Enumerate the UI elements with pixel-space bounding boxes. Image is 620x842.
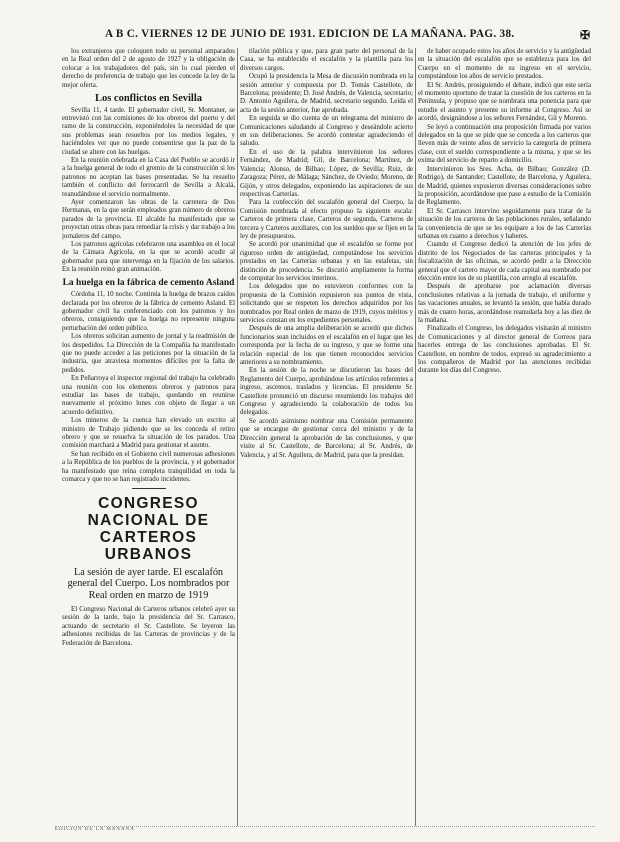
article-paragraph: Córdoba 11, 10 noche. Continúa la huelga de brazos caídos declarada por los obreros de la fábrica de cemento Asland. El gobernador civil ha conferenciado con los patronos y los obreros, consiguiendo que la huelga no represente ninguna perturbación del orden público. (62, 291, 235, 332)
article-paragraph: Para la confección del escalafón general del Cuerpo, la Comisión nombrada al efecto propuso la siguiente escala: Carteros de primera clase, Carteros de segunda, Carteros de tercera y Carteros auxiliares, con los sueldos que se fijen en la ley de presupuestos. (240, 199, 413, 240)
article-paragraph: de haber ocupado estos los años de servicio y la antigüedad en la situación del escalafón que se establezca para los del Cuerpo en el momento de su ingreso en el servicio, computándose los años de servicio prestados. (418, 48, 591, 81)
article-paragraph: Se acordó asimismo nombrar una Comisión permanente que se encargue de gestionar cerca del ministro y de la Dirección general la aprobación de las conclusiones, y que visite al Sr. Castellote, de Barcelona; al Sr. Andrés, de Valencia, y al Sr. Aguilera, de Madrid, para que la presidan. (240, 417, 413, 459)
article-paragraph: En el uso de la palabra intervinieron los señores Fernández, de Madrid; Gil, de Barcelona; Martínez, de Valencia; Alonso, de Bilbao; López, de Sevilla; Ruiz, de Zaragoza; Pérez, de Málaga; Sánchez, de Oviedo; Moreno, de Gijón, y otros delegados, exponiendo las aspiraciones de sus respectivas Carterías. (240, 148, 413, 198)
column-right (418, 48, 591, 826)
article-paragraph: Los obreros solicitan aumento de jornal y la readmisión de los despedidos. La Dirección de la Compañía ha manifestado que no puede acceder a las peticiones por la situación de la industria, que atraviesa momentos difíciles por la falta de pedidos. (62, 333, 235, 374)
header-cross-mark: ✠ (580, 28, 591, 42)
article-paragraph: En la reunión celebrada en la Casa del Pueblo se acordó ir a la huelga general de todo el gremio de la construcción si los patronos no aceptan las bases presentadas. Se ha resuelto también el conflicto del ferrocarril de Sevilla a Alcalá, reanudándose el servicio normalmente. (62, 156, 235, 198)
article-paragraph: los extranjeros que coloquen todo su personal amparados en la Real orden del 2 de agosto de 1927 y la obligación de colocar a los trabajadores del país, sin lo cual pierden el derecho de preferencia de trabajo que les concede la ley de la mejor oferta. (62, 48, 235, 89)
page-header: A B C. VIERNES 12 DE JUNIO DE 1931. EDICION DE LA MAÑANA. PAG. 38. (105, 28, 515, 40)
column-left (62, 48, 235, 826)
article-paragraph: En Peñarroya el inspector regional del trabajo ha celebrado una reunión con los elementos obreros y patronos para estudiar las bases de trabajo, quedando en reunirse nuevamente el próximo lunes con objeto de llegar a un acuerdo definitivo. (62, 375, 235, 416)
article-paragraph: Ayer comenzaron las obras de la carretera de Dos Hermanas, en la que serán empleados gran número de obreros parados de la provincia. El alcalde ha manifestado que se proyectan otras obras para remediar la crisis y dar trabajo a los jornaleros del campo. (62, 199, 235, 240)
article-paragraph: El Congreso Nacional de Carteros urbanos celebró ayer su sesión de la tarde, bajo la presidencia del Sr. Carrasco, actuando de secretario el Sr. Castellote. Se leyeron las adhesiones recibidas de las Carteras de provincias y de la Federación de Barcelona. (62, 605, 235, 647)
column-rule (237, 48, 238, 826)
article-paragraph: Finalizado el Congreso, los delegados visitarán al ministro de Comunicaciones y al director general de Correos para hacerles entrega de las conclusiones aprobadas. El Sr. Castellote, en nombre de todos, expresó su agradecimiento a los compañeros de Madrid por las atenciones recibidas durante los días del Congreso. (418, 325, 591, 375)
article-title: CONGRESO NACIONAL DE CARTEROS URBANOS (87, 494, 210, 563)
column-rule (415, 48, 416, 826)
section-heading: Los conflictos en Sevilla (94, 93, 203, 105)
article-paragraph: En la sesión de la noche se discutieron las bases del Reglamento del Cuerpo, aprobándose los artículos referentes a ingreso, ascensos, traslados y licencias. El presidente Sr. Castellote pronunció un discurso resumiendo los trabajos del Congreso y agradeciendo la colaboración de todos los delegados. (240, 367, 413, 417)
article-paragraph: Ocupó la presidencia la Mesa de discusión nombrada en la sesión anterior y compuesta por D. Tomás Castellote, de Barcelona; presidente; D. José Andrés, de Valencia, secretario; D. Antonio Aguilera, de Madrid, secretario segundo. Leída el acta de la sesión anterior, fue aprobada. (240, 73, 413, 114)
article-paragraph: Los mineros de la cuenca han elevado un escrito al ministro de Trabajo pidiendo que se les conceda el retiro obrero y que se resuelva la situación de los parados. Una comisión marchará a Madrid para gestionar el asunto. (62, 417, 235, 450)
article-paragraph: El Sr. Andrés, prosiguiendo el debate, indicó que este sería el momento oportuno de tratar la cuestión de los carteros en la Península, y propuso que se nombrara una ponencia para que estudie el asunto y presente su informe al Congreso. Así se acordó, designándose a los señores Fernández, Gil y Moreno. (418, 81, 591, 123)
article-paragraph: Se han recibido en el Gobierno civil numerosas adhesiones a la República de los pueblos de la provincia, y el gobernador ha manifestado que reina completa tranquilidad en toda la comarca y que no se han registrado incidentes. (62, 450, 235, 484)
article-paragraph: tilación pública y que, para gran parte del personal de la Casa, se ha establecido el escalafón y la plantilla para los diversos cargos. (240, 48, 413, 72)
article-paragraph: Se acordó por unanimidad que el escalafón se forme por riguroso orden de antigüedad, computándose los servicios prestados en las Carterías urbanas y en las estafetas, sin distinción de procedencia. Se discutió ampliamente la forma de computar los servicios interinos. (240, 241, 413, 282)
article-paragraph: Cuando el Congreso dedicó la atención de los jefes de distrito de los Negociados de las carteras principales y la fiscalización de las oficinas, se acordó pedir a la Dirección general que el cartero mayor de cada capital sea nombrado por elección entre los de su plantilla, con arreglo al escalafón. (418, 241, 591, 282)
article-paragraph: Intervinieron los Sres. Acha, de Bilbao; González (D. Rodrigo), de Santander; Castellote, de Barcelona, y Aguilera, de Madrid, quienes expusieron diversas consideraciones sobre la proposición, acordándose que pase a estudio de la Comisión de Reglamento. (418, 165, 591, 207)
section-heading: La huelga en la fábrica de cemento Asland (62, 277, 235, 288)
article-deck: La sesión de ayer tarde. El escalafón general del Cuerpo. Los nombrados por Real orden en marzo de 1919 (67, 566, 230, 602)
article-paragraph: Los delegados que no estuvieron conformes con la propuesta de la Comisión expusieron sus puntos de vista, solicitando que se respeten los derechos adquiridos por los nombrados por Real orden de marzo de 1919, cuyos méritos y servicios constan en los expedientes personales. (240, 283, 413, 324)
article-paragraph: En seguida se dio cuenta de un telegrama del ministro de Comunicaciones saludando al Congreso y deseándole acierto en sus deliberaciones. Se acordó contestar agradeciendo el saludo. (240, 115, 413, 148)
column-middle (240, 48, 413, 826)
article-paragraph: Sevilla 11, 4 tarde. El gobernador civil, Sr. Montaner, se entrevistó con las comisiones de los obreros del puerto y del ramo de la construcción, exponiéndoles la necesidad de que sus problemas sean resueltos por los medios legales, y haciéndoles ver que no puede consentirse que la paz de la ciudad se altere con las huelgas. (62, 106, 235, 156)
article-paragraph: El Sr. Carrasco intervino seguidamente para tratar de la situación de los carteros de las poblaciones rurales, señalando la conveniencia de que se les equipare a los de las Carterías urbanas en cuanto a derechos y haberes. (418, 207, 591, 240)
article-paragraph: Después de aprobarse por aclamación diversas conclusiones relativas a la jornada de trabajo, el uniforme y las vacaciones anuales, se levantó la sesión, que había durado más de cuatro horas, acordándose reanudarla hoy a las diez de la mañana. (418, 283, 591, 324)
article-paragraph: Después de una amplia deliberación se acordó que dichos funcionarios sean incluidos en el escalafón en el lugar que les corresponda por la fecha de su ingreso, y que se forme una relación especial de los que tienen reconocidos servicios anteriores a su nombramiento. (240, 325, 413, 367)
separator-line (132, 488, 166, 489)
article-paragraph: Los patronos agrícolas celebraron una asamblea en el local de la Cámara Agrícola, en la que se acordó acudir al gobernador para que intervenga en la fijación de los salarios. En la reunión reinó gran animación. (62, 241, 235, 274)
page-footer: EDICION DE LA MAÑANA (55, 826, 595, 837)
article-paragraph: Se leyó a continuación una proposición firmada por varios delegados en la que se pide que se conceda a los carteros que lleven más de veinte años de servicio la categoría de primera clase, con el sueldo correspondiente a la misma, y que se les exima del servicio de reparto a domicilio. (418, 123, 591, 165)
